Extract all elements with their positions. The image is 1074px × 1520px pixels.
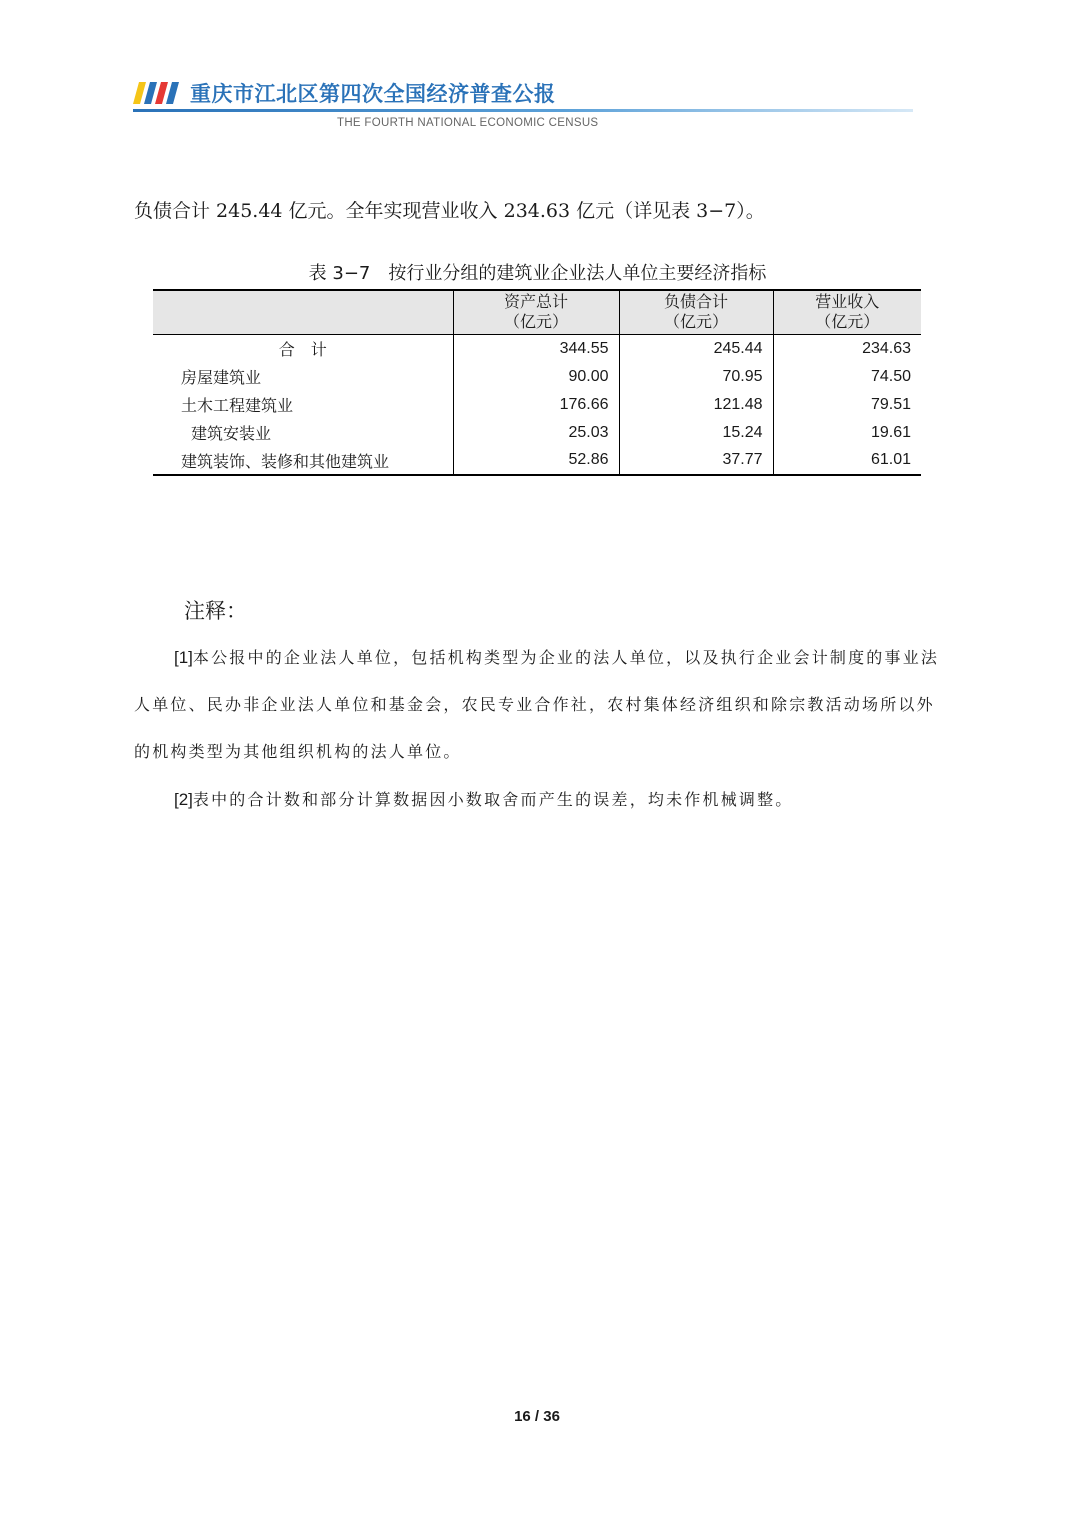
column-header-label: 资产总计 [503, 294, 568, 311]
cell-liabilities: 15.24 [619, 419, 773, 447]
note-marker: [2] [174, 790, 193, 809]
table-row [153, 419, 921, 447]
column-header-unit: （亿元） [503, 314, 568, 331]
cell-liabilities: 121.48 [619, 391, 773, 419]
table-row [153, 447, 921, 475]
column-header-unit: （亿元） [663, 314, 728, 331]
cell-revenue: 19.61 [773, 419, 921, 447]
cell-liabilities: 70.95 [619, 363, 773, 391]
table-row-total [153, 335, 921, 363]
cell-assets: 25.03 [453, 419, 619, 447]
report-header [133, 74, 913, 134]
note-item [134, 776, 942, 823]
column-header-label: 负债合计 [663, 294, 728, 311]
row-label: 建筑装饰、装修和其他建筑业 [153, 447, 453, 475]
row-label: 合 计 [278, 342, 327, 360]
note-text: 本公报中的企业法人单位，包括机构类型为企业的法人单位，以及执行企业会计制度的事业法人单位、民办非企业法人单位和基金会，农民专业合作社，农村集体经济组织和除宗教活动场所以外的机构类型为其他组织机构的法人单位。 [134, 648, 940, 761]
table-title: 表 3−7 按行业分组的建筑业企业法人单位主要经济指标 [308, 263, 767, 284]
note-text: 表中的合计数和部分计算数据因小数取舍而产生的误差，均未作机械调整。 [192, 790, 794, 809]
column-header-unit: （亿元） [815, 314, 880, 331]
cell-revenue: 61.01 [773, 447, 921, 475]
cell-liabilities: 245.44 [619, 335, 773, 363]
logo-stripes-icon [133, 82, 179, 104]
cell-revenue: 234.63 [773, 335, 921, 363]
cell-assets: 176.66 [453, 391, 619, 419]
column-header-revenue [773, 290, 921, 335]
indicator-table [153, 289, 921, 476]
column-header-label: 营业收入 [815, 294, 880, 311]
cell-assets: 344.55 [453, 335, 619, 363]
column-header-industry [153, 290, 453, 335]
column-header-liabilities [619, 290, 773, 335]
header-rule [133, 109, 913, 112]
note-marker: [1] [174, 648, 193, 667]
column-header-assets [453, 290, 619, 335]
row-label: 建筑安装业 [191, 426, 272, 443]
cell-assets: 52.86 [453, 447, 619, 475]
cell-revenue: 79.51 [773, 391, 921, 419]
page-number: 16 / 36 [514, 1408, 560, 1425]
report-subtitle: THE FOURTH NATIONAL ECONOMIC CENSUS [337, 117, 599, 129]
row-label: 土木工程建筑业 [181, 398, 294, 415]
table-row [153, 363, 921, 391]
table-header-row [153, 290, 921, 335]
cell-revenue: 74.50 [773, 363, 921, 391]
note-item [134, 634, 942, 775]
notes-heading: 注释： [184, 599, 247, 623]
cell-assets: 90.00 [453, 363, 619, 391]
intro-paragraph: 负债合计 245.44 亿元。全年实现营业收入 234.63 亿元（详见表 3−7）。 [134, 200, 765, 222]
report-title: 重庆市江北区第四次全国经济普查公报 [190, 81, 556, 106]
cell-liabilities: 37.77 [619, 447, 773, 475]
table-row [153, 391, 921, 419]
row-label: 房屋建筑业 [181, 370, 262, 387]
